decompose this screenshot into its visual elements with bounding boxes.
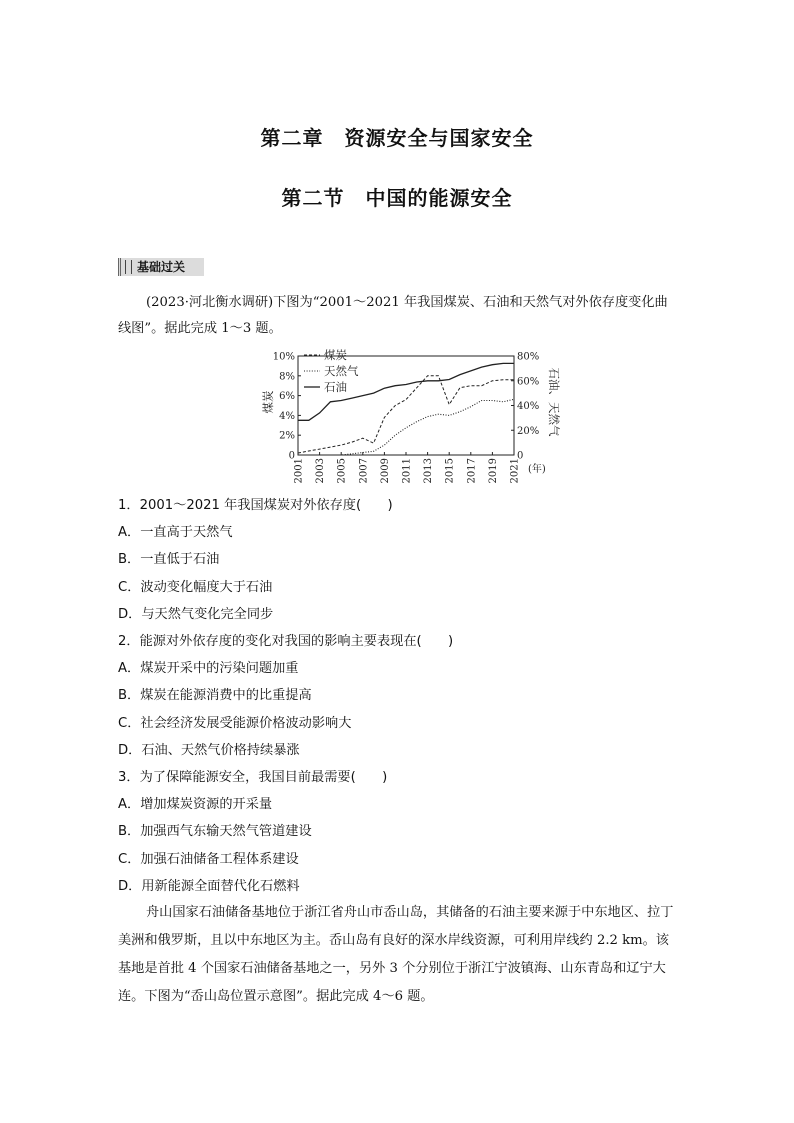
right-tick-label: 80%: [517, 351, 540, 363]
question-2-option-b[interactable]: B．煤炭在能源消费中的比重提高: [118, 688, 312, 704]
right-tick-label: 20%: [517, 425, 540, 437]
left-tick-label: 2%: [279, 430, 295, 442]
x-tick-label: 2007: [358, 458, 370, 484]
x-unit-label: (年): [528, 464, 546, 475]
x-tick-label: 2015: [444, 458, 456, 484]
left-tick-label: 10%: [272, 351, 295, 363]
label-bars-icon: [125, 260, 132, 274]
right-tick-label: 60%: [517, 376, 540, 388]
x-tick-label: 2017: [466, 458, 478, 484]
question-3-option-c[interactable]: C．加强石油储备工程体系建设: [118, 851, 299, 867]
right-tick-label: 40%: [517, 401, 540, 412]
section-title: 第二节 中国的能源安全: [281, 186, 513, 210]
x-tick-label: 2013: [423, 458, 435, 484]
legend-label-3: 石油: [324, 380, 347, 394]
legend-label-1: 煤炭: [324, 348, 347, 362]
question-1-option-b[interactable]: B．一直低于石油: [118, 552, 220, 568]
right-axis-label: 石油、天然气: [547, 367, 561, 437]
question-3-stem: 3．为了保障能源安全，我国目前最需要( ): [118, 770, 388, 785]
x-tick-label: 2009: [379, 458, 391, 484]
left-tick-label: 0: [288, 450, 295, 462]
x-tick-label: 2003: [315, 458, 327, 484]
dependence-line-chart: [258, 340, 561, 484]
left-tick-label: 8%: [279, 371, 295, 383]
question-3-option-d[interactable]: D．用新能源全面替代化石燃料: [118, 878, 300, 894]
question-2-option-d[interactable]: D．石油、天然气价格持续暴涨: [118, 742, 300, 758]
x-tick-label: 2011: [401, 458, 413, 484]
chapter-title: 第二章 资源安全与国家安全: [260, 126, 534, 150]
left-tick-label: 6%: [279, 391, 295, 403]
x-tick-label: 2021: [509, 458, 521, 484]
left-tick-label: 4%: [279, 410, 295, 422]
question-1-option-d[interactable]: D．与天然气变化完全同步: [118, 606, 274, 622]
x-tick-label: 2001: [293, 458, 305, 484]
question-3-option-b[interactable]: B．加强西气东输天然气管道建设: [118, 824, 312, 840]
intro-paragraph-1: (2023·河北衡水调研)下图为“2001～2021 年我国煤炭、石油和天然气对外依存度变化曲线图”。据此完成 1～3 题。: [118, 295, 668, 336]
x-tick-label: 2005: [336, 458, 348, 484]
question-1-stem: 1．2001～2021 年我国煤炭对外依存度( ): [118, 498, 393, 513]
question-2-option-a[interactable]: A．煤炭开采中的污染问题加重: [118, 661, 299, 677]
right-tick-label: 0: [517, 450, 524, 462]
section-label-basic: [118, 258, 204, 276]
question-2-stem: 2．能源对外依存度的变化对我国的影响主要表现在( ): [118, 634, 454, 649]
question-1-option-c[interactable]: C．波动变化幅度大于石油: [118, 579, 273, 595]
intro-paragraph-2: 舟山国家石油储备基地位于浙江省舟山市岙山岛，其储备的石油主要来源于中东地区、拉丁美洲和俄罗斯，且以中东地区为主。岙山岛有良好的深水岸线资源，可利用岸线约 2.2 km。该基地是首批 4 个国家石油储备基地之一，另外 3 个分别位于浙江宁波镇海、山东青岛和辽宁大连。下图为“岙山岛位置示意图”。据此完成 4～6 题。: [118, 905, 674, 1004]
section-label-text: 基础过关: [137, 260, 186, 274]
series-line-2: [298, 399, 514, 455]
question-2-option-c[interactable]: C．社会经济发展受能源价格波动影响大: [118, 715, 352, 731]
legend-label-2: 天然气: [324, 364, 359, 378]
chart-legend: [304, 348, 359, 394]
left-axis-label: 煤炭: [261, 390, 275, 414]
x-tick-label: 2019: [487, 458, 499, 484]
question-3-option-a[interactable]: A．增加煤炭资源的开采量: [118, 797, 273, 813]
question-1-option-a[interactable]: A．一直高于天然气: [118, 525, 233, 541]
